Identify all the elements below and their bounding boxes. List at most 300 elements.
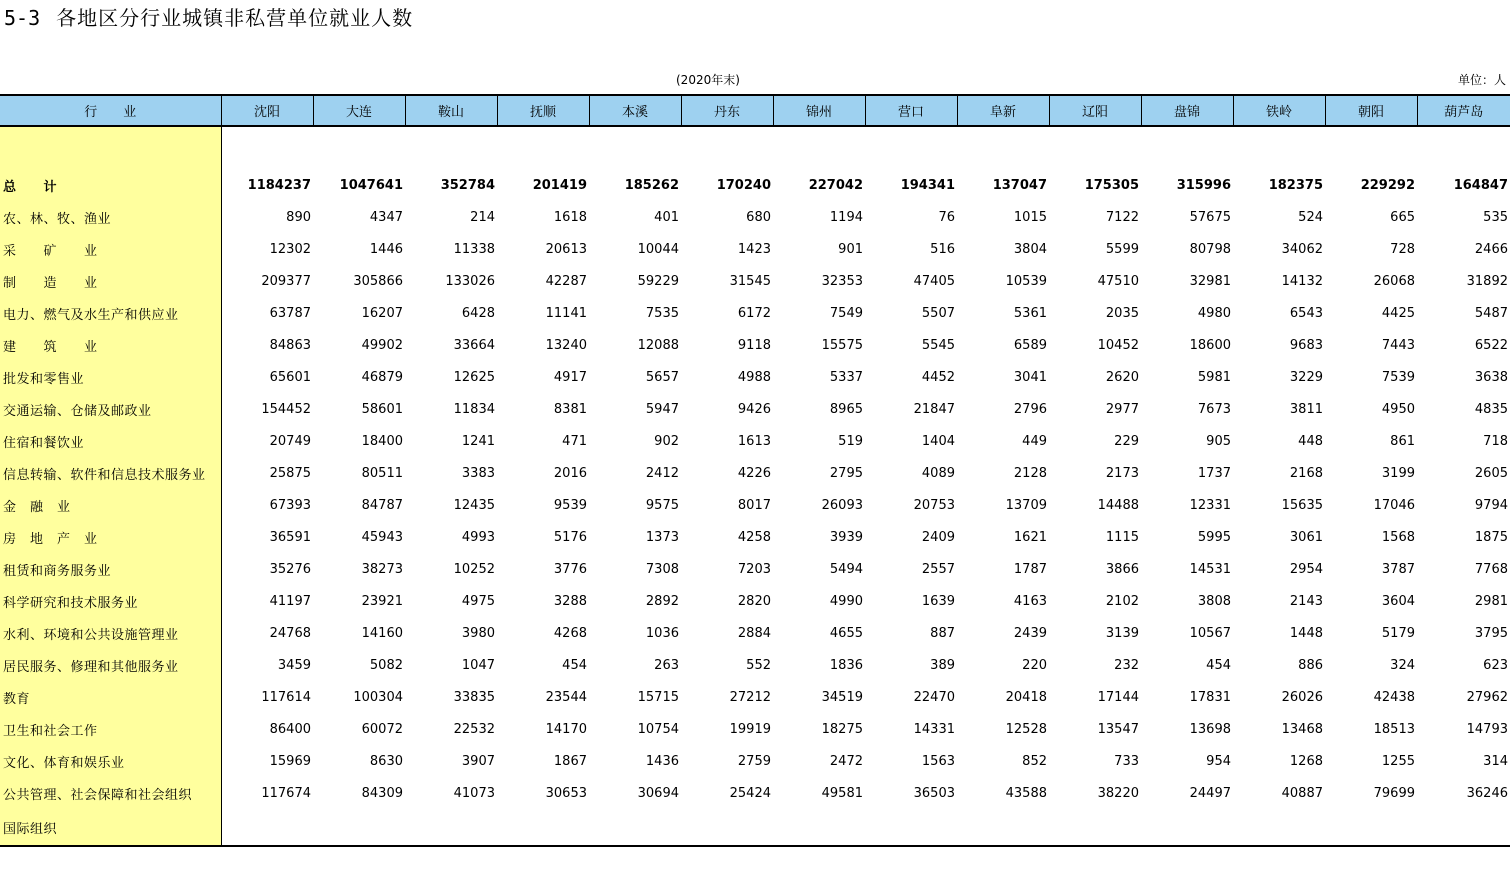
value-cell: 12302 xyxy=(269,241,311,257)
value-cell: 861 xyxy=(1390,433,1415,449)
spacer-cell xyxy=(221,126,1510,159)
value-cell: 5337 xyxy=(829,369,863,385)
value-cell: 2035 xyxy=(1105,305,1139,321)
row-label: 房 地 产 业 xyxy=(0,521,221,553)
value-cell: 1047641 xyxy=(339,177,403,193)
value-cell: 11834 xyxy=(453,401,495,417)
title-text: 各地区分行业城镇非私营单位就业人数 xyxy=(56,6,414,30)
value-cell: 22532 xyxy=(453,721,495,737)
value-cell: 5179 xyxy=(1381,625,1415,641)
value-cell: 3229 xyxy=(1289,369,1323,385)
value-cell: 10252 xyxy=(453,561,495,577)
value-cell: 42438 xyxy=(1373,689,1415,705)
header-city: 铁岭 xyxy=(1233,95,1325,126)
row-label: 总 计 xyxy=(0,159,221,201)
value-cell: 8965 xyxy=(829,401,863,417)
value-cell: 76 xyxy=(938,209,955,225)
value-cell: 170240 xyxy=(716,177,771,193)
value-cell: 19919 xyxy=(729,721,771,737)
value-cell: 17831 xyxy=(1189,689,1231,705)
value-cell: 46879 xyxy=(361,369,403,385)
value-cell: 2466 xyxy=(1474,241,1508,257)
value-cell: 4425 xyxy=(1381,305,1415,321)
value-cell: 9794 xyxy=(1474,497,1508,513)
table-row xyxy=(0,681,1510,713)
value-cell: 47510 xyxy=(1097,273,1139,289)
value-cell: 4258 xyxy=(737,529,771,545)
value-cell: 84309 xyxy=(361,785,403,801)
value-cell: 67393 xyxy=(269,497,311,513)
value-cell: 30694 xyxy=(637,785,679,801)
value-cell: 5947 xyxy=(645,401,679,417)
value-cell: 1568 xyxy=(1381,529,1415,545)
value-cell: 2472 xyxy=(829,753,863,769)
value-cell: 389 xyxy=(930,657,955,673)
value-cell: 9575 xyxy=(645,497,679,513)
table-row xyxy=(0,553,1510,585)
value-cell: 117614 xyxy=(261,689,311,705)
table-row xyxy=(0,393,1510,425)
value-cell: 954 xyxy=(1206,753,1231,769)
value-cell: 3604 xyxy=(1381,593,1415,609)
value-cell: 10754 xyxy=(637,721,679,737)
value-cell: 13698 xyxy=(1189,721,1231,737)
value-cell: 6543 xyxy=(1289,305,1323,321)
value-cell: 25424 xyxy=(729,785,771,801)
row-label: 居民服务、修理和其他服务业 xyxy=(0,649,221,681)
row-label: 科学研究和技术服务业 xyxy=(0,585,221,617)
value-cell: 27212 xyxy=(729,689,771,705)
value-cell: 7673 xyxy=(1197,401,1231,417)
value-cell: 5599 xyxy=(1105,241,1139,257)
value-cell: 38273 xyxy=(361,561,403,577)
value-cell: 902 xyxy=(654,433,679,449)
value-cell: 2820 xyxy=(737,593,771,609)
value-cell: 901 xyxy=(838,241,863,257)
table-row xyxy=(0,329,1510,361)
value-cell: 1255 xyxy=(1381,753,1415,769)
value-cell: 6428 xyxy=(461,305,495,321)
value-cell: 315996 xyxy=(1176,177,1231,193)
value-cell: 5995 xyxy=(1197,529,1231,545)
value-cell: 15969 xyxy=(269,753,311,769)
value-cell: 3787 xyxy=(1381,561,1415,577)
value-cell: 49902 xyxy=(361,337,403,353)
table-row xyxy=(0,809,1510,846)
row-label: 水利、环境和公共设施管理业 xyxy=(0,617,221,649)
row-label: 公共管理、社会保障和社会组织 xyxy=(0,777,221,809)
value-cell: 12331 xyxy=(1189,497,1231,513)
value-cell: 1613 xyxy=(737,433,771,449)
value-cell: 1563 xyxy=(921,753,955,769)
row-label: 国际组织 xyxy=(0,809,221,846)
value-cell: 1446 xyxy=(369,241,403,257)
value-cell: 26026 xyxy=(1281,689,1323,705)
table-row xyxy=(0,233,1510,265)
value-cell: 535 xyxy=(1483,209,1508,225)
value-cell: 25875 xyxy=(269,465,311,481)
value-cell: 1036 xyxy=(645,625,679,641)
header-city: 抚顺 xyxy=(497,95,589,126)
row-label: 住宿和餐饮业 xyxy=(0,425,221,457)
value-cell xyxy=(1049,809,1141,846)
row-label: 信息转输、软件和信息技术服务业 xyxy=(0,457,221,489)
value-cell: 3383 xyxy=(461,465,495,481)
value-cell xyxy=(1325,809,1417,846)
value-cell: 1448 xyxy=(1289,625,1323,641)
header-city: 鞍山 xyxy=(405,95,497,126)
value-cell: 229 xyxy=(1114,433,1139,449)
value-cell: 2016 xyxy=(553,465,587,481)
value-cell: 1241 xyxy=(461,433,495,449)
value-cell xyxy=(313,809,405,846)
value-cell: 1875 xyxy=(1474,529,1508,545)
value-cell: 1194 xyxy=(829,209,863,225)
value-cell: 3061 xyxy=(1289,529,1323,545)
spacer-row xyxy=(0,126,1510,159)
value-cell: 14331 xyxy=(913,721,955,737)
value-cell: 3808 xyxy=(1197,593,1231,609)
value-cell: 1184237 xyxy=(247,177,311,193)
header-city: 本溪 xyxy=(589,95,681,126)
value-cell: 7549 xyxy=(829,305,863,321)
value-cell xyxy=(221,809,313,846)
table-row xyxy=(0,777,1510,809)
value-cell: 227042 xyxy=(808,177,863,193)
value-cell: 2143 xyxy=(1289,593,1323,609)
value-cell: 2409 xyxy=(921,529,955,545)
value-cell: 21847 xyxy=(913,401,955,417)
value-cell: 14160 xyxy=(361,625,403,641)
value-cell: 34519 xyxy=(821,689,863,705)
row-label: 文化、体育和娱乐业 xyxy=(0,745,221,777)
value-cell: 3907 xyxy=(461,753,495,769)
value-cell: 9539 xyxy=(553,497,587,513)
value-cell: 7443 xyxy=(1381,337,1415,353)
value-cell: 3041 xyxy=(1013,369,1047,385)
value-cell: 8381 xyxy=(553,401,587,417)
row-label: 建 筑 业 xyxy=(0,329,221,361)
value-cell: 4988 xyxy=(737,369,771,385)
header-city: 葫芦岛 xyxy=(1417,95,1510,126)
value-cell: 2759 xyxy=(737,753,771,769)
value-cell: 4980 xyxy=(1197,305,1231,321)
value-cell: 15575 xyxy=(821,337,863,353)
value-cell: 4917 xyxy=(553,369,587,385)
table-row xyxy=(0,649,1510,681)
table-row xyxy=(0,457,1510,489)
value-cell: 18600 xyxy=(1189,337,1231,353)
value-cell: 1047 xyxy=(461,657,495,673)
value-cell: 43588 xyxy=(1005,785,1047,801)
value-cell: 2557 xyxy=(921,561,955,577)
value-cell: 552 xyxy=(746,657,771,673)
value-cell: 4347 xyxy=(369,209,403,225)
value-cell: 733 xyxy=(1114,753,1139,769)
value-cell: 79699 xyxy=(1373,785,1415,801)
value-cell: 3795 xyxy=(1474,625,1508,641)
value-cell: 36503 xyxy=(913,785,955,801)
value-cell: 5981 xyxy=(1197,369,1231,385)
value-cell: 10539 xyxy=(1005,273,1047,289)
value-cell: 1436 xyxy=(645,753,679,769)
value-cell: 57675 xyxy=(1189,209,1231,225)
value-cell: 137047 xyxy=(992,177,1047,193)
value-cell: 12528 xyxy=(1005,721,1047,737)
value-cell: 40887 xyxy=(1281,785,1323,801)
value-cell: 26093 xyxy=(821,497,863,513)
value-cell: 35276 xyxy=(269,561,311,577)
value-cell: 2795 xyxy=(829,465,863,481)
table-row xyxy=(0,489,1510,521)
header-city: 锦州 xyxy=(773,95,865,126)
value-cell: 229292 xyxy=(1360,177,1415,193)
value-cell: 24768 xyxy=(269,625,311,641)
value-cell: 718 xyxy=(1483,433,1508,449)
value-cell xyxy=(1141,809,1233,846)
table-row xyxy=(0,521,1510,553)
value-cell: 4268 xyxy=(553,625,587,641)
value-cell: 59229 xyxy=(637,273,679,289)
value-cell: 214 xyxy=(470,209,495,225)
value-cell: 10044 xyxy=(637,241,679,257)
value-cell: 2620 xyxy=(1105,369,1139,385)
value-cell: 23921 xyxy=(361,593,403,609)
value-cell: 4990 xyxy=(829,593,863,609)
value-cell: 5494 xyxy=(829,561,863,577)
value-cell: 18513 xyxy=(1373,721,1415,737)
value-cell xyxy=(589,809,681,846)
value-cell: 27962 xyxy=(1466,689,1508,705)
title-number: 5-3 xyxy=(4,6,41,30)
value-cell: 324 xyxy=(1390,657,1415,673)
value-cell: 45943 xyxy=(361,529,403,545)
value-cell: 2884 xyxy=(737,625,771,641)
value-cell: 2981 xyxy=(1474,593,1508,609)
table-body xyxy=(0,126,1510,846)
value-cell: 8630 xyxy=(369,753,403,769)
value-cell: 5361 xyxy=(1013,305,1047,321)
value-cell xyxy=(1417,809,1510,846)
value-cell: 9118 xyxy=(737,337,771,353)
row-label: 卫生和社会工作 xyxy=(0,713,221,745)
value-cell: 7535 xyxy=(645,305,679,321)
value-cell: 7122 xyxy=(1105,209,1139,225)
value-cell: 2102 xyxy=(1105,593,1139,609)
value-cell: 2605 xyxy=(1474,465,1508,481)
value-cell: 13709 xyxy=(1005,497,1047,513)
value-cell: 2977 xyxy=(1105,401,1139,417)
value-cell: 12088 xyxy=(637,337,679,353)
value-cell xyxy=(405,809,497,846)
value-cell: 3866 xyxy=(1105,561,1139,577)
value-cell: 164847 xyxy=(1453,177,1508,193)
value-cell: 209377 xyxy=(261,273,311,289)
table-row xyxy=(0,617,1510,649)
value-cell: 117674 xyxy=(261,785,311,801)
row-label: 交通运输、仓储及邮政业 xyxy=(0,393,221,425)
header-city: 沈阳 xyxy=(221,95,313,126)
value-cell: 7203 xyxy=(737,561,771,577)
value-cell: 4655 xyxy=(829,625,863,641)
value-cell: 22470 xyxy=(913,689,955,705)
header-row xyxy=(0,95,1510,126)
header-city: 阜新 xyxy=(957,95,1049,126)
value-cell: 36591 xyxy=(269,529,311,545)
value-cell: 13547 xyxy=(1097,721,1139,737)
table-row xyxy=(0,713,1510,745)
value-cell: 13468 xyxy=(1281,721,1323,737)
value-cell: 1423 xyxy=(737,241,771,257)
value-cell: 4452 xyxy=(921,369,955,385)
value-cell: 36246 xyxy=(1466,785,1508,801)
row-label: 教育 xyxy=(0,681,221,713)
value-cell: 220 xyxy=(1022,657,1047,673)
value-cell: 20753 xyxy=(913,497,955,513)
value-cell: 133026 xyxy=(445,273,495,289)
value-cell: 4950 xyxy=(1381,401,1415,417)
value-cell: 15635 xyxy=(1281,497,1323,513)
value-cell: 11338 xyxy=(453,241,495,257)
value-cell: 3139 xyxy=(1105,625,1139,641)
value-cell: 9683 xyxy=(1289,337,1323,353)
value-cell: 352784 xyxy=(440,177,495,193)
value-cell: 7768 xyxy=(1474,561,1508,577)
value-cell: 2128 xyxy=(1013,465,1047,481)
value-cell: 33664 xyxy=(453,337,495,353)
value-cell: 2439 xyxy=(1013,625,1047,641)
value-cell: 201419 xyxy=(532,177,587,193)
table-row xyxy=(0,585,1510,617)
value-cell: 33835 xyxy=(453,689,495,705)
value-cell: 1373 xyxy=(645,529,679,545)
value-cell: 1639 xyxy=(921,593,955,609)
value-cell: 30653 xyxy=(545,785,587,801)
value-cell: 471 xyxy=(562,433,587,449)
value-cell: 3638 xyxy=(1474,369,1508,385)
header-industry: 行 业 xyxy=(0,95,221,126)
row-label: 电力、燃气及水生产和供应业 xyxy=(0,297,221,329)
value-cell: 63787 xyxy=(269,305,311,321)
value-cell: 41197 xyxy=(269,593,311,609)
value-cell: 5657 xyxy=(645,369,679,385)
value-cell: 3459 xyxy=(277,657,311,673)
value-cell: 10452 xyxy=(1097,337,1139,353)
value-cell xyxy=(957,809,1049,846)
value-cell: 454 xyxy=(1206,657,1231,673)
table-row xyxy=(0,297,1510,329)
value-cell: 2796 xyxy=(1013,401,1047,417)
value-cell: 14488 xyxy=(1097,497,1139,513)
value-cell: 2892 xyxy=(645,593,679,609)
header-city: 盘锦 xyxy=(1141,95,1233,126)
value-cell: 20613 xyxy=(545,241,587,257)
value-cell: 14793 xyxy=(1466,721,1508,737)
value-cell: 100304 xyxy=(353,689,403,705)
value-cell xyxy=(773,809,865,846)
value-cell: 1867 xyxy=(553,753,587,769)
value-cell: 185262 xyxy=(624,177,679,193)
value-cell xyxy=(681,809,773,846)
total-row xyxy=(0,159,1510,201)
value-cell: 14531 xyxy=(1189,561,1231,577)
table-row xyxy=(0,425,1510,457)
value-cell: 3811 xyxy=(1289,401,1323,417)
value-cell: 4993 xyxy=(461,529,495,545)
value-cell: 13240 xyxy=(545,337,587,353)
value-cell: 454 xyxy=(562,657,587,673)
value-cell: 680 xyxy=(746,209,771,225)
value-cell: 665 xyxy=(1390,209,1415,225)
value-cell: 5545 xyxy=(921,337,955,353)
value-cell xyxy=(1233,809,1325,846)
value-cell: 1737 xyxy=(1197,465,1231,481)
row-label: 批发和零售业 xyxy=(0,361,221,393)
value-cell: 4089 xyxy=(921,465,955,481)
value-cell: 60072 xyxy=(361,721,403,737)
value-cell: 32353 xyxy=(821,273,863,289)
value-cell: 4163 xyxy=(1013,593,1047,609)
value-cell: 10567 xyxy=(1189,625,1231,641)
value-cell: 2168 xyxy=(1289,465,1323,481)
value-cell: 8017 xyxy=(737,497,771,513)
value-cell xyxy=(497,809,589,846)
row-label: 金 融 业 xyxy=(0,489,221,521)
value-cell: 1268 xyxy=(1289,753,1323,769)
value-cell: 3804 xyxy=(1013,241,1047,257)
value-cell: 3776 xyxy=(553,561,587,577)
value-cell: 49581 xyxy=(821,785,863,801)
value-cell: 41073 xyxy=(453,785,495,801)
row-label: 租赁和商务服务业 xyxy=(0,553,221,585)
value-cell: 16207 xyxy=(361,305,403,321)
value-cell: 47405 xyxy=(913,273,955,289)
value-cell: 1836 xyxy=(829,657,863,673)
value-cell: 80511 xyxy=(361,465,403,481)
value-cell: 3288 xyxy=(553,593,587,609)
value-cell: 887 xyxy=(930,625,955,641)
value-cell: 194341 xyxy=(900,177,955,193)
value-cell: 1015 xyxy=(1013,209,1047,225)
value-cell: 18275 xyxy=(821,721,863,737)
value-cell: 852 xyxy=(1022,753,1047,769)
header-city: 营口 xyxy=(865,95,957,126)
value-cell: 84787 xyxy=(361,497,403,513)
value-cell: 519 xyxy=(838,433,863,449)
value-cell: 17144 xyxy=(1097,689,1139,705)
value-cell: 2412 xyxy=(645,465,679,481)
value-cell: 42287 xyxy=(545,273,587,289)
value-cell: 15715 xyxy=(637,689,679,705)
value-cell: 20418 xyxy=(1005,689,1047,705)
value-cell: 1115 xyxy=(1105,529,1139,545)
value-cell: 886 xyxy=(1298,657,1323,673)
value-cell: 9426 xyxy=(737,401,771,417)
value-cell: 5176 xyxy=(553,529,587,545)
value-cell: 1404 xyxy=(921,433,955,449)
value-cell: 14170 xyxy=(545,721,587,737)
value-cell: 890 xyxy=(286,209,311,225)
table-row xyxy=(0,201,1510,233)
value-cell: 449 xyxy=(1022,433,1047,449)
value-cell: 58601 xyxy=(361,401,403,417)
value-cell: 12435 xyxy=(453,497,495,513)
value-cell: 18400 xyxy=(361,433,403,449)
row-label: 制 造 业 xyxy=(0,265,221,297)
value-cell: 14132 xyxy=(1281,273,1323,289)
value-cell: 24497 xyxy=(1189,785,1231,801)
value-cell: 305866 xyxy=(353,273,403,289)
